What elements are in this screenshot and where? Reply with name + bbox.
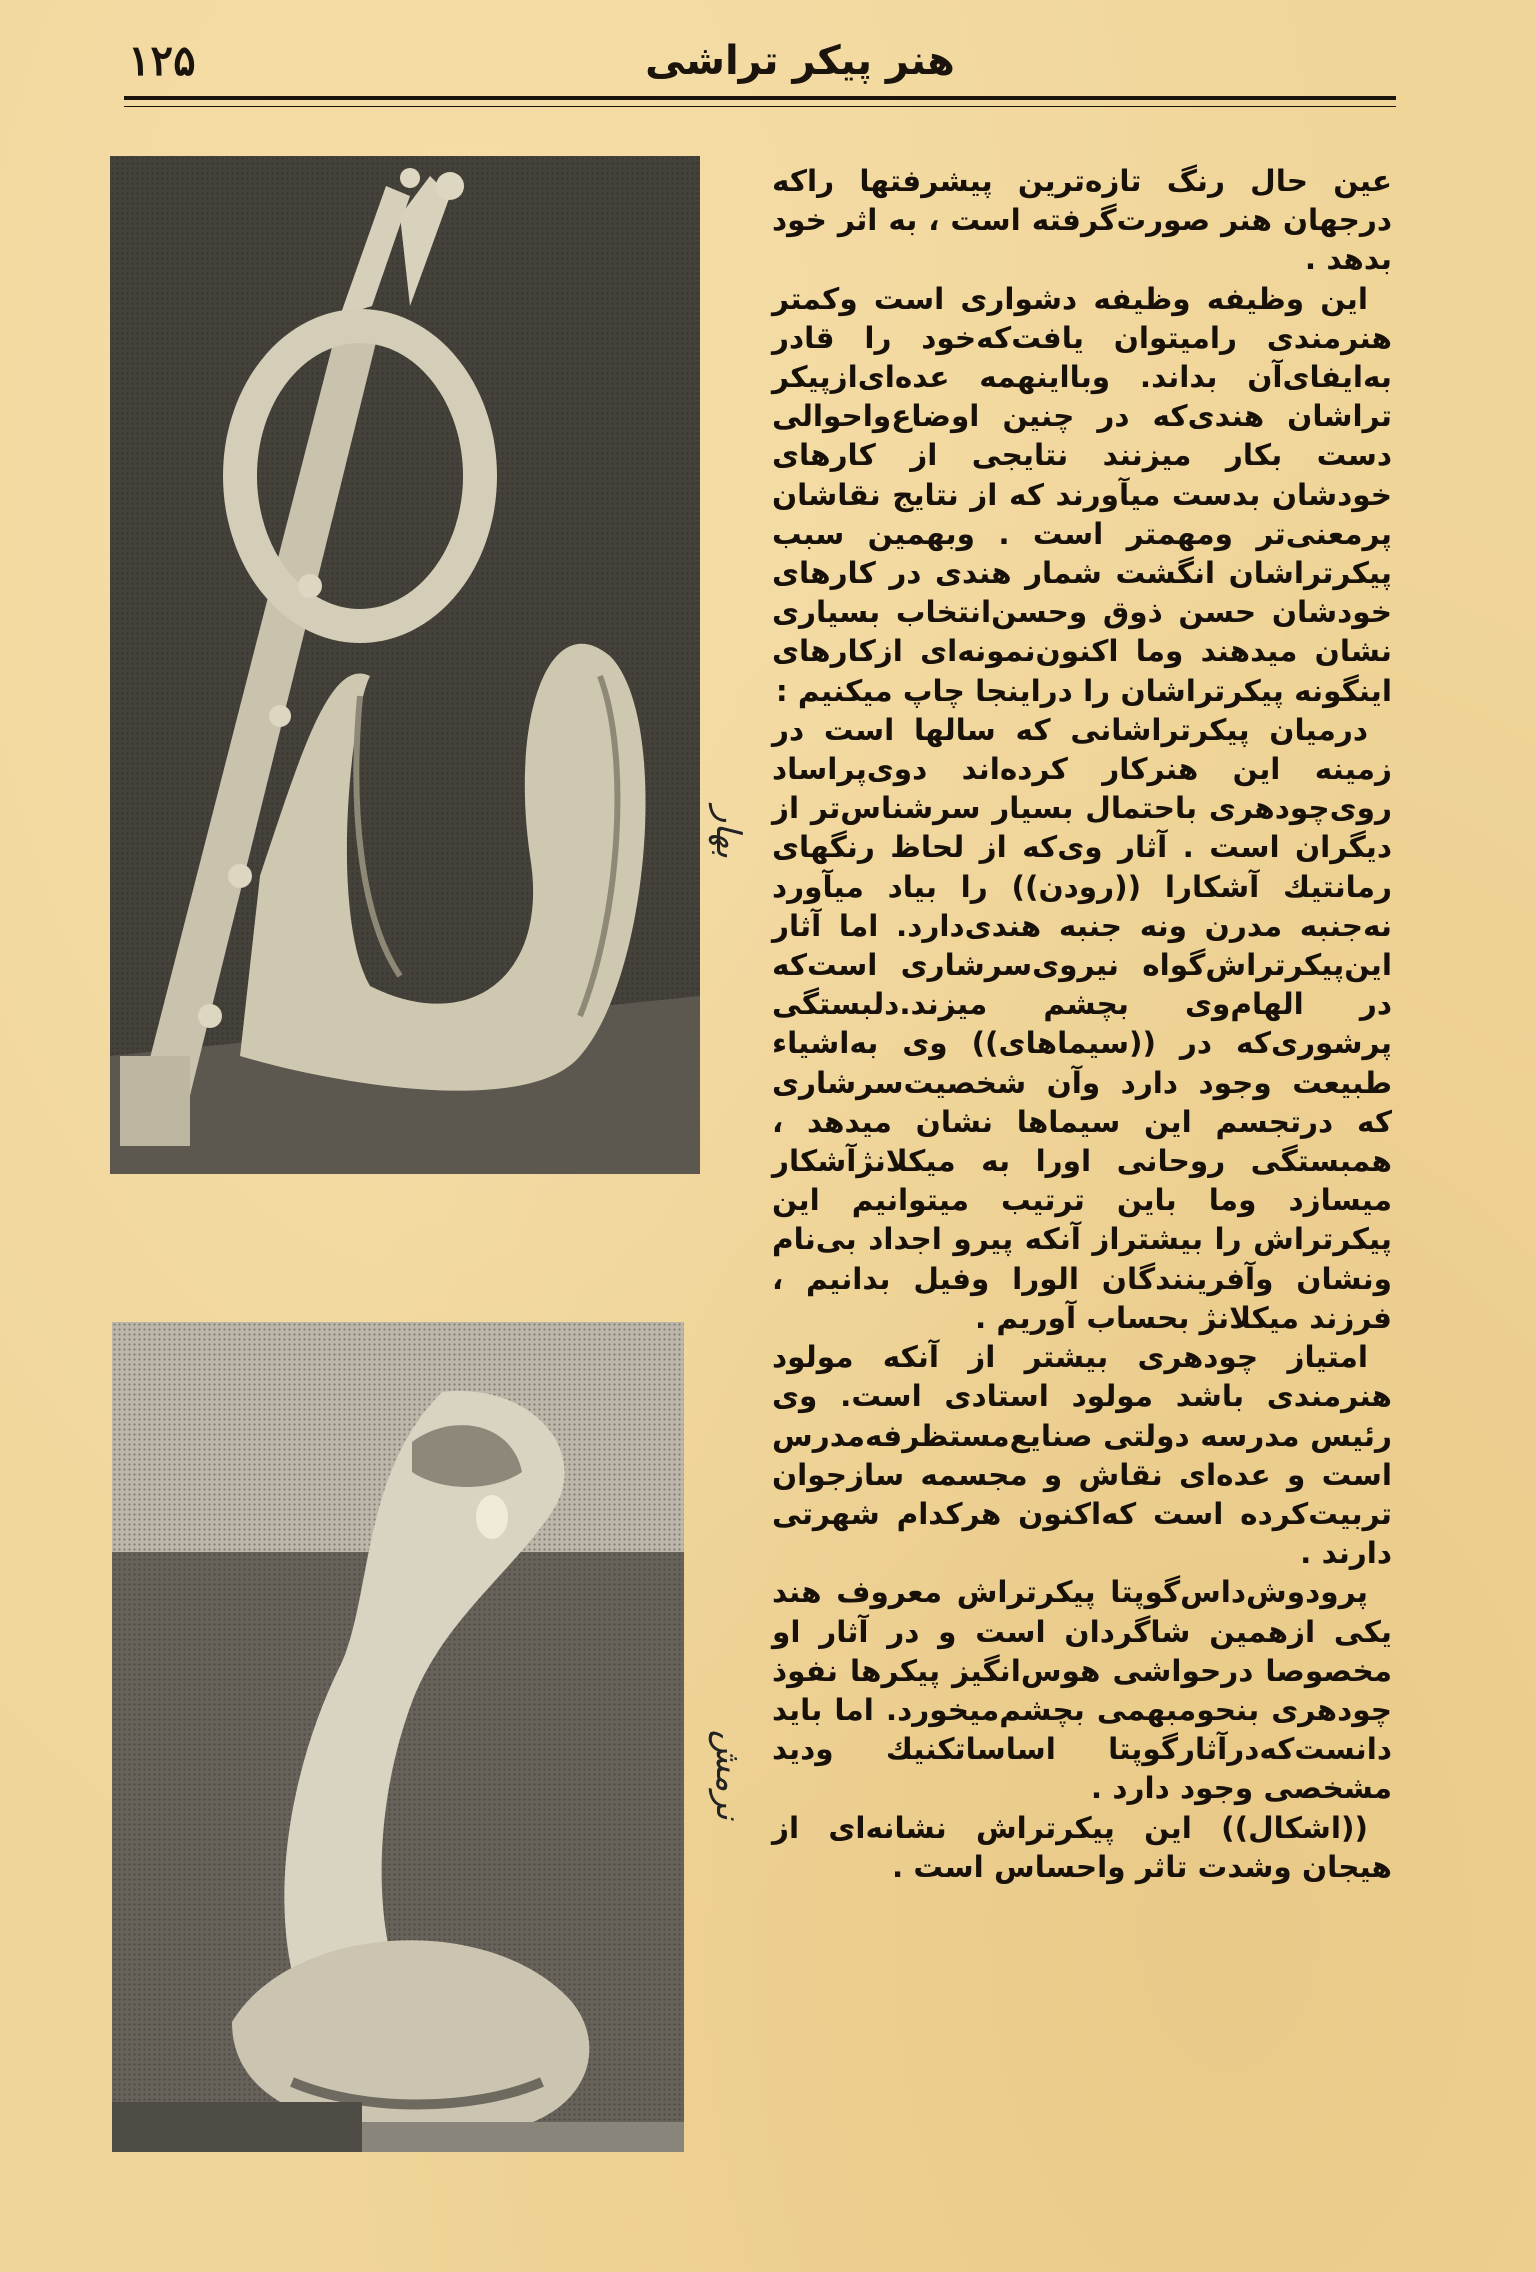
page-number: ۱۲۵ [128,36,196,85]
sculpture-illustration-2 [112,1322,684,2152]
header-rule-thin [124,106,1396,107]
header-rule [124,96,1396,100]
sculpture-photo-softness [112,1322,684,2152]
article-paragraph: درمیان پیکرتراشانی که سالها است در زمینه این هنرکار کرده‌اند دوی‌پراساد روی‌چودهری باحتمال بسیار سرشناس‌تر از دیگران است . آثار وی‌که از لحاظ رنگهای رمانتیك آشکارا ((رودن)) را بیاد میآورد نه‌جنبه مدرن ونه جنبه هندی‌دارد. اما آثار این‌پیکرتراش‌گواه نیروی‌سرشاری است‌که در الهام‌وی بچشم میزند.دلبستگی پرشوری‌که در ((سیماهای)) وی به‌اشیاء طبیعت وجود دارد وآن شخصیت‌سرشاری که درتجسم این سیماها نشان میدهد ، همبستگی روحانی اورا به میکلانژآشکار میسازد وما باین ترتیب میتوانیم این پیکرتراش را بیشتراز آنکه پیرو اجداد بی‌نام ونشان وآفرینندگان الورا وفیل بدانیم ، فرزند میکلانژ بحساب آوریم . [772,712,1392,1335]
figure-caption-spring: بهار [708,806,748,858]
article-text [772,162,1392,2152]
article-paragraph: این وظیفه وظیفه دشواری است وکمتر هنرمندی رامیتوان یافت‌که‌خود را قادر به‌ایفای‌آن بداند. وبااینهمه عده‌ای‌ازپیکر تراشان هندی‌که در چنین اوضاع‌واحوالی دست بکار میزنند نتایجی از کارهای خودشان بدست میآورند که از نتایج نقاشان پرمعنی‌تر ومهمتر است . وبهمین سبب پیکرتراشان انگشت شمار هندی در کارهای خودشان حسن ذوق وحسن‌انتخاب بسیاری نشان میدهند وما اکنون‌نمونه‌ای ازکارهای اینگونه پیکرتراشان را دراینجا چاپ میکنیم : [772,281,1392,708]
sculpture-photo-spring [110,156,700,1174]
article-paragraph: ((اشکال)) این پیکرتراش نشانه‌ای از هیجان وشدت تاثر واحساس است . [772,1810,1392,1884]
article-paragraph: عین حال رنگ تازه‌ترین پیشرفتها راکه درجهان هنر صورت‌گرفته است ، به اثر خود بدهد . [772,164,1392,277]
sculpture-illustration-1 [110,156,700,1174]
article-paragraph: پرودوش‌داس‌گوپتا پیکرتراش معروف هند یکی ازهمین شاگردان است و در آثار او مخصوصا درحواشی هوس‌انگیز پیکرها نفوذ چودهری بنحومبهمی بچشم‌میخورد. اما باید دانست‌که‌درآثارگوپتا اساساتکنیك ودید مشخصی وجود دارد . [772,1575,1392,1806]
running-title: هنر پیکر تراشی [645,38,955,84]
figure-caption-softness: نرمش [708,1730,748,1820]
article-paragraph: امتیاز چودهری بیشتر از آنکه مولود هنرمندی باشد مولود استادی است. وی رئیس مدرسه دولتی صنایع‌مستظرفه‌مدرس است و عده‌ای نقاش و مجسمه سازجوان تربیت‌کرده است که‌اکنون هرکدام شهرتی دارند . [772,1340,1392,1571]
